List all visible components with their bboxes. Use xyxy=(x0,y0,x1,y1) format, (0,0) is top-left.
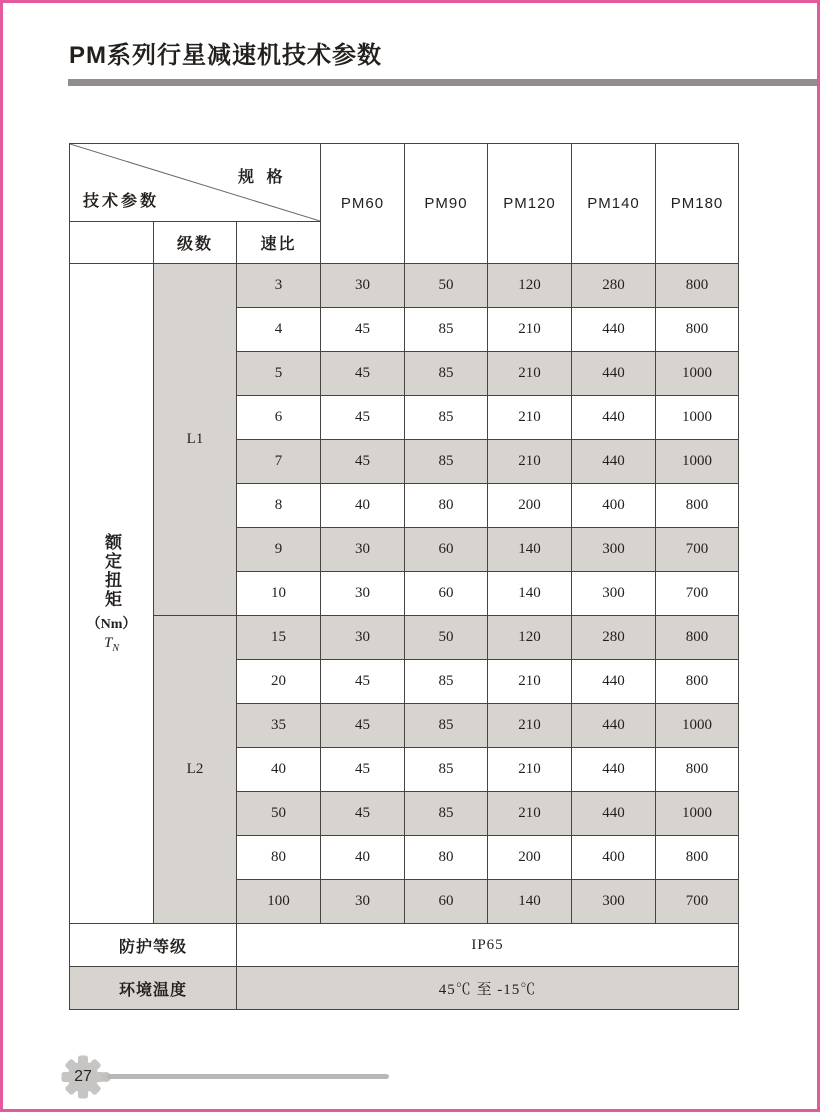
torque-value-pm60: 30 xyxy=(321,616,405,660)
torque-value-pm90: 85 xyxy=(405,748,488,792)
ratio-cell: 9 xyxy=(237,528,321,572)
ratio-cell: 10 xyxy=(237,572,321,616)
torque-value-pm90: 85 xyxy=(405,704,488,748)
torque-value-pm180: 1000 xyxy=(656,792,739,836)
torque-value-pm60: 45 xyxy=(321,792,405,836)
torque-value-pm90: 85 xyxy=(405,440,488,484)
page-title: PM系列行星减速机技术参数 xyxy=(69,42,382,69)
torque-value-pm180: 700 xyxy=(656,572,739,616)
torque-value-pm90: 50 xyxy=(405,264,488,308)
torque-value-pm60: 45 xyxy=(321,704,405,748)
torque-value-pm60: 45 xyxy=(321,660,405,704)
stage-group-l1: L1 xyxy=(154,264,237,616)
torque-value-pm140: 280 xyxy=(572,616,656,660)
ratio-cell: 50 xyxy=(237,792,321,836)
torque-value-pm120: 140 xyxy=(488,880,572,924)
stage-group-l2: L2 xyxy=(154,616,237,924)
torque-value-pm120: 210 xyxy=(488,748,572,792)
spec-column-header-pm180: PM180 xyxy=(656,144,739,264)
torque-value-pm120: 120 xyxy=(488,616,572,660)
torque-value-pm60: 45 xyxy=(321,308,405,352)
ratio-cell: 3 xyxy=(237,264,321,308)
torque-value-pm60: 30 xyxy=(321,572,405,616)
torque-value-pm90: 85 xyxy=(405,308,488,352)
torque-value-pm140: 400 xyxy=(572,836,656,880)
torque-value-pm60: 45 xyxy=(321,396,405,440)
torque-value-pm140: 400 xyxy=(572,484,656,528)
torque-value-pm120: 210 xyxy=(488,396,572,440)
torque-value-pm120: 210 xyxy=(488,792,572,836)
torque-value-pm90: 85 xyxy=(405,352,488,396)
torque-value-pm140: 300 xyxy=(572,528,656,572)
torque-value-pm60: 45 xyxy=(321,352,405,396)
torque-value-pm140: 440 xyxy=(572,396,656,440)
torque-value-pm180: 1000 xyxy=(656,704,739,748)
torque-value-pm180: 700 xyxy=(656,880,739,924)
table-header xyxy=(70,144,739,264)
ratio-cell: 15 xyxy=(237,616,321,660)
torque-value-pm60: 30 xyxy=(321,880,405,924)
diagonal-header-cell xyxy=(70,144,321,222)
spec-column-header-pm140: PM140 xyxy=(572,144,656,264)
page-number-gear-badge xyxy=(61,1055,105,1099)
ratio-header: 速比 xyxy=(237,222,321,264)
page-number: 27 xyxy=(74,1068,92,1085)
ambient-temperature-label: 环境温度 xyxy=(70,967,237,1010)
ratio-cell: 4 xyxy=(237,308,321,352)
torque-value-pm90: 80 xyxy=(405,484,488,528)
torque-value-pm180: 800 xyxy=(656,264,739,308)
torque-value-pm60: 45 xyxy=(321,748,405,792)
header-row xyxy=(70,144,739,222)
table-footer xyxy=(70,924,739,1010)
torque-value-pm90: 50 xyxy=(405,616,488,660)
rated-torque-vertical-text: 额定扭矩 xyxy=(102,533,121,609)
torque-value-pm90: 85 xyxy=(405,660,488,704)
torque-value-pm90: 85 xyxy=(405,792,488,836)
torque-value-pm180: 800 xyxy=(656,748,739,792)
torque-value-pm140: 300 xyxy=(572,572,656,616)
spec-column-header-pm90: PM90 xyxy=(405,144,488,264)
torque-value-pm60: 30 xyxy=(321,528,405,572)
torque-unit-label: （Nm） xyxy=(86,617,137,632)
torque-value-pm140: 440 xyxy=(572,748,656,792)
torque-value-pm90: 60 xyxy=(405,572,488,616)
torque-symbol: $T_N$ xyxy=(103,635,119,654)
torque-value-pm120: 210 xyxy=(488,308,572,352)
torque-value-pm60: 40 xyxy=(321,836,405,880)
ratio-cell: 100 xyxy=(237,880,321,924)
torque-value-pm120: 210 xyxy=(488,352,572,396)
torque-value-pm180: 800 xyxy=(656,308,739,352)
ratio-cell: 8 xyxy=(237,484,321,528)
torque-value-pm120: 210 xyxy=(488,440,572,484)
torque-value-pm180: 1000 xyxy=(656,440,739,484)
torque-value-pm60: 30 xyxy=(321,264,405,308)
torque-value-pm140: 440 xyxy=(572,308,656,352)
torque-value-pm120: 140 xyxy=(488,528,572,572)
torque-value-pm140: 440 xyxy=(572,792,656,836)
torque-value-pm90: 85 xyxy=(405,396,488,440)
torque-value-pm60: 45 xyxy=(321,440,405,484)
torque-value-pm120: 140 xyxy=(488,572,572,616)
torque-value-pm90: 60 xyxy=(405,880,488,924)
torque-value-pm180: 800 xyxy=(656,836,739,880)
spec-column-header-pm120: PM120 xyxy=(488,144,572,264)
spec-row-ratio-15 xyxy=(70,616,739,660)
torque-value-pm180: 700 xyxy=(656,528,739,572)
torque-value-pm180: 800 xyxy=(656,484,739,528)
ambient-temperature-row xyxy=(70,967,739,1010)
torque-value-pm140: 440 xyxy=(572,660,656,704)
torque-value-pm180: 800 xyxy=(656,660,739,704)
table-body xyxy=(70,264,739,924)
ratio-cell: 80 xyxy=(237,836,321,880)
torque-value-pm120: 210 xyxy=(488,704,572,748)
torque-value-pm140: 440 xyxy=(572,352,656,396)
param-axis-label: 技术参数 xyxy=(83,193,160,210)
torque-value-pm140: 280 xyxy=(572,264,656,308)
ambient-temperature-value: 45℃ 至 -15℃ xyxy=(237,967,739,1010)
spec-row-ratio-3 xyxy=(70,264,739,308)
torque-value-pm120: 210 xyxy=(488,660,572,704)
torque-value-pm140: 440 xyxy=(572,704,656,748)
torque-value-pm180: 1000 xyxy=(656,396,739,440)
torque-value-pm120: 120 xyxy=(488,264,572,308)
ratio-cell: 7 xyxy=(237,440,321,484)
spec-table xyxy=(69,143,739,1010)
ratio-cell: 35 xyxy=(237,704,321,748)
torque-value-pm140: 300 xyxy=(572,880,656,924)
ratio-cell: 5 xyxy=(237,352,321,396)
spec-axis-label: 规 格 xyxy=(238,169,287,186)
torque-value-pm120: 200 xyxy=(488,836,572,880)
torque-value-pm90: 60 xyxy=(405,528,488,572)
empty-corner-cell xyxy=(70,222,154,264)
torque-value-pm140: 440 xyxy=(572,440,656,484)
footer-line xyxy=(107,1074,389,1079)
title-underline-bar xyxy=(68,79,820,86)
ratio-cell: 20 xyxy=(237,660,321,704)
ratio-cell: 40 xyxy=(237,748,321,792)
protection-class-value: IP65 xyxy=(237,924,739,967)
torque-value-pm60: 40 xyxy=(321,484,405,528)
protection-row xyxy=(70,924,739,967)
stages-header: 级数 xyxy=(154,222,237,264)
torque-value-pm120: 200 xyxy=(488,484,572,528)
ratio-cell: 6 xyxy=(237,396,321,440)
torque-value-pm180: 1000 xyxy=(656,352,739,396)
rated-torque-label-cell xyxy=(70,264,154,924)
spec-column-header-pm60: PM60 xyxy=(321,144,405,264)
torque-value-pm90: 80 xyxy=(405,836,488,880)
protection-class-label: 防护等级 xyxy=(70,924,237,967)
torque-value-pm180: 800 xyxy=(656,616,739,660)
